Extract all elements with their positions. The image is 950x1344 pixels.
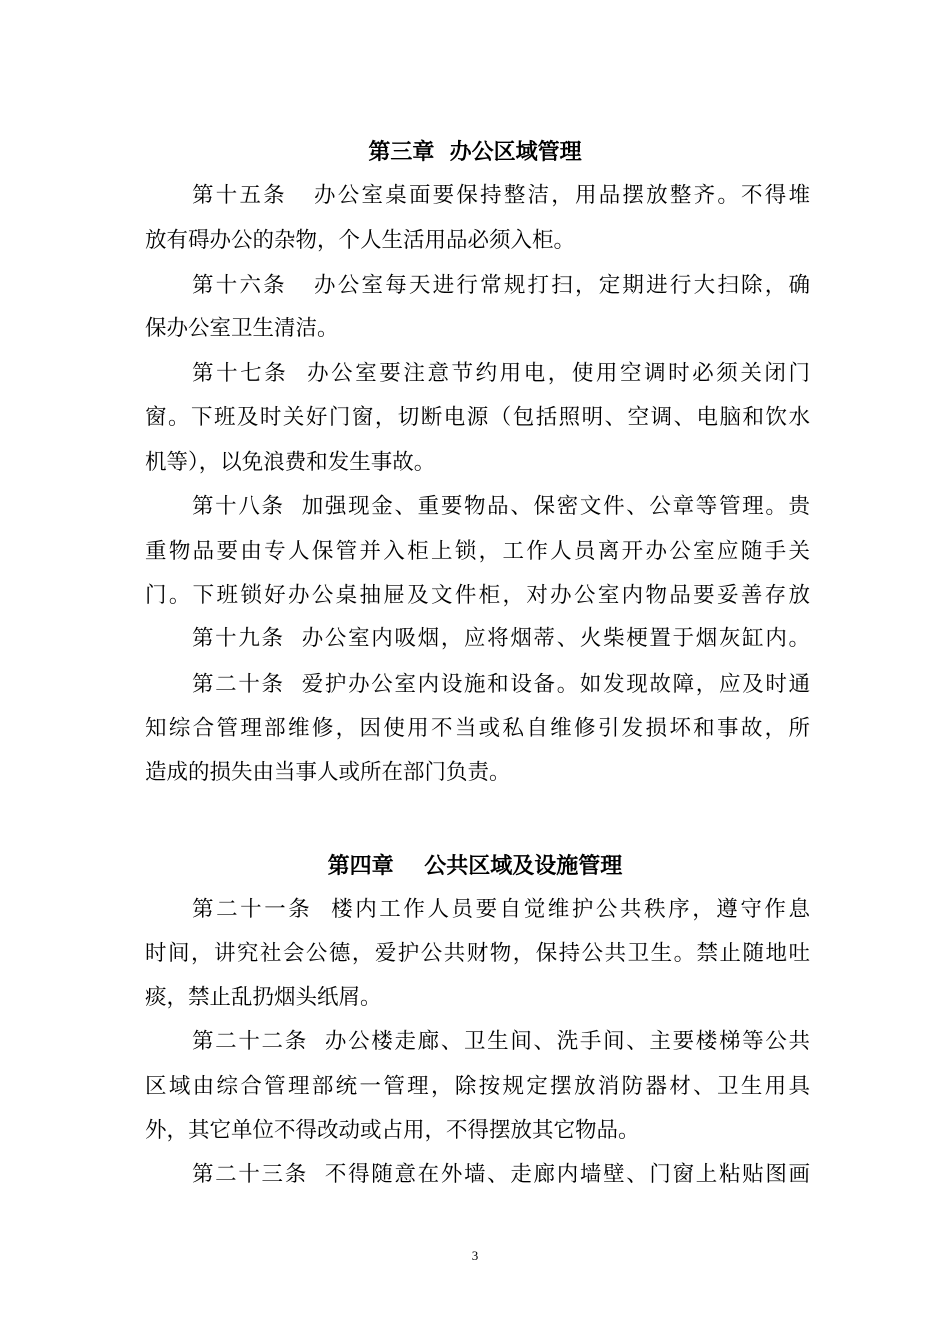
chapter-3-title: 第三章 办公区域管理 bbox=[368, 139, 582, 165]
text-line: 外，其它单位不得改动或占用，不得摆放其它物品。 bbox=[145, 1118, 640, 1143]
text-line: 第二十二条 办公楼走廊、卫生间、洗手间、主要楼梯等公共 bbox=[192, 1029, 810, 1054]
text-line: 重物品要由专人保管并入柜上锁，工作人员离开办公室应随手关 bbox=[145, 539, 810, 564]
text-line: 时间，讲究社会公德，爱护公共财物，保持公共卫生。禁止随地吐 bbox=[145, 941, 810, 966]
text-line: 门。下班锁好办公桌抽屉及文件柜，对办公室内物品要妥善存放 bbox=[145, 583, 810, 608]
text-line: 保办公室卫生清洁。 bbox=[145, 316, 339, 341]
text-line: 第二十一条 楼内工作人员要自觉维护公共秩序，遵守作息 bbox=[192, 897, 810, 922]
text-line: 放有碍办公的杂物，个人生活用品必须入柜。 bbox=[145, 228, 576, 253]
text-line: 第二十条 爱护办公室内设施和设备。如发现故障，应及时通 bbox=[192, 672, 810, 697]
chapter-4-title: 第四章 公共区域及设施管理 bbox=[327, 853, 623, 879]
text-line: 第十八条 加强现金、重要物品、保密文件、公章等管理。贵 bbox=[192, 494, 810, 519]
text-line: 第十七条 办公室要注意节约用电，使用空调时必须关闭门 bbox=[192, 361, 810, 386]
text-line: 区域由综合管理部统一管理，除按规定摆放消防器材、卫生用具 bbox=[145, 1074, 810, 1099]
text-line: 窗。下班及时关好门窗，切断电源（包括照明、空调、电脑和饮水 bbox=[145, 405, 810, 430]
text-line: 第十六条 办公室每天进行常规打扫，定期进行大扫除，确 bbox=[192, 273, 810, 298]
text-line: 痰，禁止乱扔烟头纸屑。 bbox=[145, 985, 382, 1010]
page-number: 3 bbox=[471, 1248, 479, 1263]
text-line: 第十五条 办公室桌面要保持整洁，用品摆放整齐。不得堆 bbox=[192, 183, 810, 208]
text-line: 机等），以免浪费和发生事故。 bbox=[145, 450, 436, 475]
text-line: 造成的损失由当事人或所在部门负责。 bbox=[145, 760, 511, 785]
text-line: 第二十三条 不得随意在外墙、走廊内墙壁、门窗上粘贴图画 bbox=[192, 1162, 810, 1187]
text-line: 第十九条 办公室内吸烟，应将烟蒂、火柴梗置于烟灰缸内。 bbox=[192, 626, 810, 651]
text-line: 知综合管理部维修，因使用不当或私自维修引发损坏和事故，所 bbox=[145, 716, 810, 741]
